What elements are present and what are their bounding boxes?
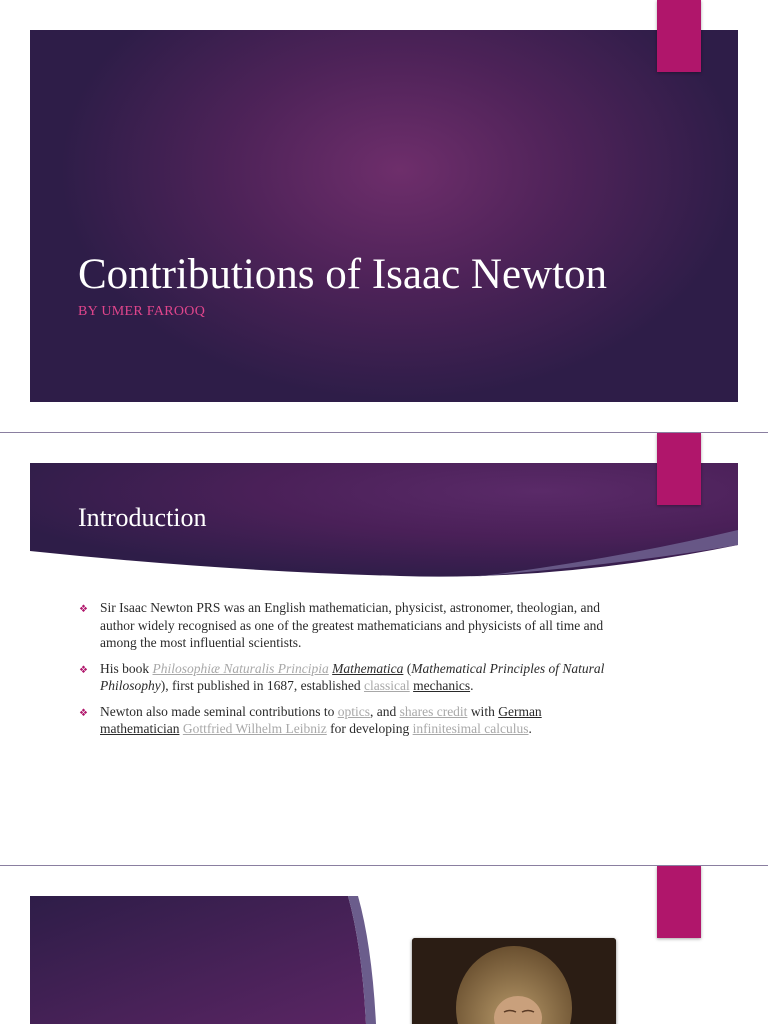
diamond-bullet-icon: ❖ — [79, 664, 88, 676]
bullet-text: His book — [100, 660, 153, 676]
bullet-item — [78, 703, 618, 738]
hyperlink[interactable]: Philosophiæ Naturalis Principia — [152, 660, 329, 676]
slide-subtitle: BY UMER FAROOQ — [78, 304, 206, 319]
introduction-slide — [0, 433, 768, 865]
bullet-text: . — [470, 678, 474, 693]
accent-tag — [657, 433, 701, 505]
hyperlink[interactable]: Mathematica — [332, 660, 404, 676]
bullet-text: ( — [403, 660, 412, 676]
accent-tag — [657, 866, 701, 938]
hyperlink[interactable]: infinitesimal calculus — [412, 721, 529, 736]
bullet-text: , and — [369, 703, 400, 719]
bullet-item — [78, 599, 618, 652]
hyperlink[interactable]: German mathematician — [100, 703, 542, 736]
hyperlink[interactable]: classical — [363, 678, 410, 693]
slide-title: Contributions of Isaac Newton — [78, 251, 608, 298]
portrait-image — [412, 938, 616, 1024]
bullet-list — [78, 599, 618, 746]
portrait-slide — [0, 866, 768, 1024]
side-banner — [0, 866, 768, 1024]
bullet-text: Mathematical Principles of Natural Philosophy — [100, 660, 605, 693]
title-slide — [0, 0, 768, 432]
side-banner-shape — [30, 896, 366, 1024]
title-slide-background — [30, 30, 738, 402]
diamond-bullet-icon: ❖ — [79, 604, 88, 615]
bullet-text: . — [528, 721, 532, 736]
bullet-text: for developing — [326, 721, 413, 736]
diamond-bullet-icon: ❖ — [79, 707, 88, 719]
bullet-text: with — [467, 703, 499, 719]
hyperlink[interactable]: mechanics — [413, 678, 471, 693]
hyperlink[interactable]: optics — [337, 703, 370, 719]
slide-heading: Introduction — [78, 503, 207, 532]
bullet-text: Newton also made seminal contributions to — [100, 703, 338, 719]
hyperlink[interactable]: shares credit — [399, 703, 468, 719]
hyperlink[interactable]: Gottfried Wilhelm Leibniz — [182, 721, 327, 736]
bullet-item — [78, 660, 618, 695]
bullet-text: ), first published in 1687, established — [160, 678, 364, 693]
bullet-text: Sir Isaac Newton PRS was an English mathematician, physicist, astronomer, theologian, and author widely recognised as one of the greatest mathematicians and physicists of all time and among the most influential scientists. — [100, 600, 604, 650]
newton-portrait — [412, 938, 616, 1024]
accent-tag — [657, 0, 701, 72]
